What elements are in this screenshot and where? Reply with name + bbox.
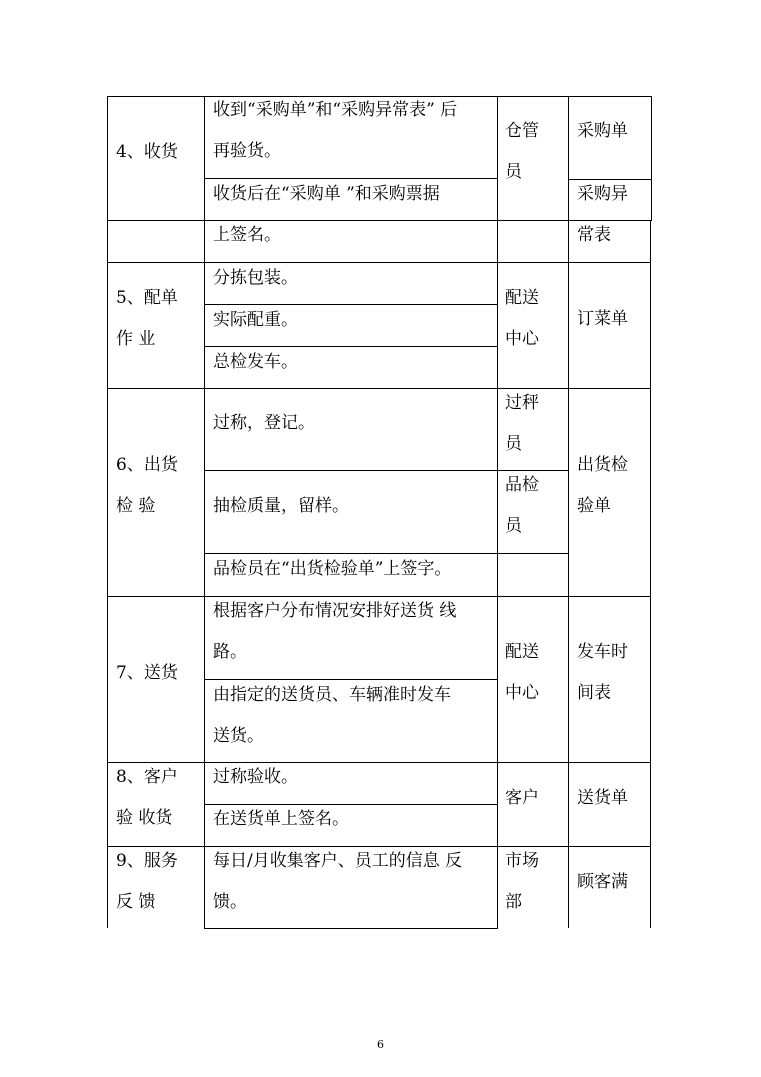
step-label-receiving: [116, 132, 178, 173]
role-line: 市场: [505, 851, 539, 871]
action-text: [213, 757, 298, 798]
grid-line: [107, 262, 651, 263]
form-text: [577, 632, 628, 714]
action-line: 上签名。: [213, 225, 281, 245]
action-text: [213, 90, 457, 172]
action-line: 送货。: [213, 726, 264, 746]
role-line: 员: [505, 162, 522, 182]
action-line: 在送货单上签名。: [213, 809, 349, 829]
form-line: 常表: [577, 225, 611, 245]
form-text: [577, 174, 628, 256]
action-line: 再验货。: [213, 141, 281, 161]
action-text: [213, 549, 451, 590]
step-label-picking: [116, 278, 178, 360]
action-text: [213, 591, 456, 673]
role-text: [505, 465, 539, 547]
action-text: [213, 486, 349, 527]
role-line: 客户: [505, 788, 539, 808]
action-line: 过称，登记。: [213, 413, 315, 433]
action-line: 路。: [213, 642, 247, 662]
step-label-text: 4、收货: [116, 142, 178, 162]
action-text: [213, 403, 315, 444]
step-label-feedback: [116, 841, 178, 923]
role-text: [505, 111, 539, 193]
step-label-line: 检 验: [116, 496, 156, 516]
role-line: 仓管: [505, 121, 539, 141]
action-line: 过称验收。: [213, 767, 298, 787]
action-line: 收到“采购单”和“采购异常表” 后: [213, 100, 458, 120]
step-label-line: 9、服务: [116, 851, 178, 871]
action-line: 品检员在“出货检验单”上签字。: [213, 559, 452, 579]
role-line: 品检: [505, 475, 539, 495]
form-line: 订菜单: [577, 309, 628, 329]
action-text: [213, 841, 462, 923]
form-line: 送货单: [577, 788, 628, 808]
step-label-line: 8、客户: [116, 767, 178, 787]
action-line: 每日/月收集客户、员工的信息 反: [213, 851, 463, 871]
step-label-line: 5、配单: [116, 288, 178, 308]
form-text: [577, 445, 628, 527]
page-number: 6: [377, 1038, 384, 1051]
role-text: [505, 632, 539, 714]
role-text: [505, 278, 539, 360]
action-line: 实际配重。: [213, 310, 298, 330]
action-line: 分拣包装。: [213, 268, 298, 288]
grid-line: [107, 388, 651, 389]
grid-line: [650, 220, 651, 928]
grid-line: [204, 928, 498, 929]
action-line: 由指定的送货员、车辆准时发车: [213, 685, 451, 705]
action-text: [213, 342, 298, 383]
form-line: 采购单: [577, 121, 628, 141]
role-line: 配送: [505, 288, 539, 308]
action-line: 根据客户分布情况安排好送货 线: [213, 601, 457, 621]
action-line: 馈。: [213, 892, 247, 912]
action-line: 总检发车。: [213, 352, 298, 372]
step-label-line: 6、出货: [116, 455, 178, 475]
form-text: [577, 778, 628, 819]
role-line: 中心: [505, 683, 539, 703]
action-text: [213, 799, 349, 840]
step-label-inspection: [116, 445, 178, 527]
form-line: 采购异: [577, 184, 628, 204]
action-text: [213, 258, 298, 299]
action-text: [213, 300, 298, 341]
step-label-line: 反 馈: [116, 892, 156, 912]
form-text: [577, 862, 628, 903]
role-line: 配送: [505, 642, 539, 662]
step-label-line: 验 收货: [116, 808, 173, 828]
role-line: 员: [505, 516, 522, 536]
role-text: [505, 383, 539, 465]
form-line: 验单: [577, 496, 611, 516]
action-text: [213, 675, 451, 757]
form-line: 间表: [577, 683, 611, 703]
form-text: [577, 111, 628, 152]
role-line: 中心: [505, 329, 539, 349]
grid-line: [651, 96, 652, 220]
action-text: [213, 174, 440, 256]
role-text: [505, 841, 539, 923]
step-label-delivery: [116, 653, 178, 694]
step-label-acceptance: [116, 757, 178, 839]
role-line: 员: [505, 434, 522, 454]
form-line: 发车时: [577, 642, 628, 662]
role-text: [505, 778, 539, 819]
action-line: 抽检质量，留样。: [213, 496, 349, 516]
step-label-line: 作 业: [116, 329, 156, 349]
action-line: 收货后在“采购单 ”和采购票据: [213, 184, 440, 204]
form-line: 顾客满: [577, 872, 628, 892]
form-text: [577, 299, 628, 340]
step-label-line: 7、送货: [116, 663, 178, 683]
grid-line: [107, 762, 651, 763]
role-line: 部: [505, 892, 522, 912]
role-line: 过秤: [505, 393, 539, 413]
form-line: 出货检: [577, 455, 628, 475]
